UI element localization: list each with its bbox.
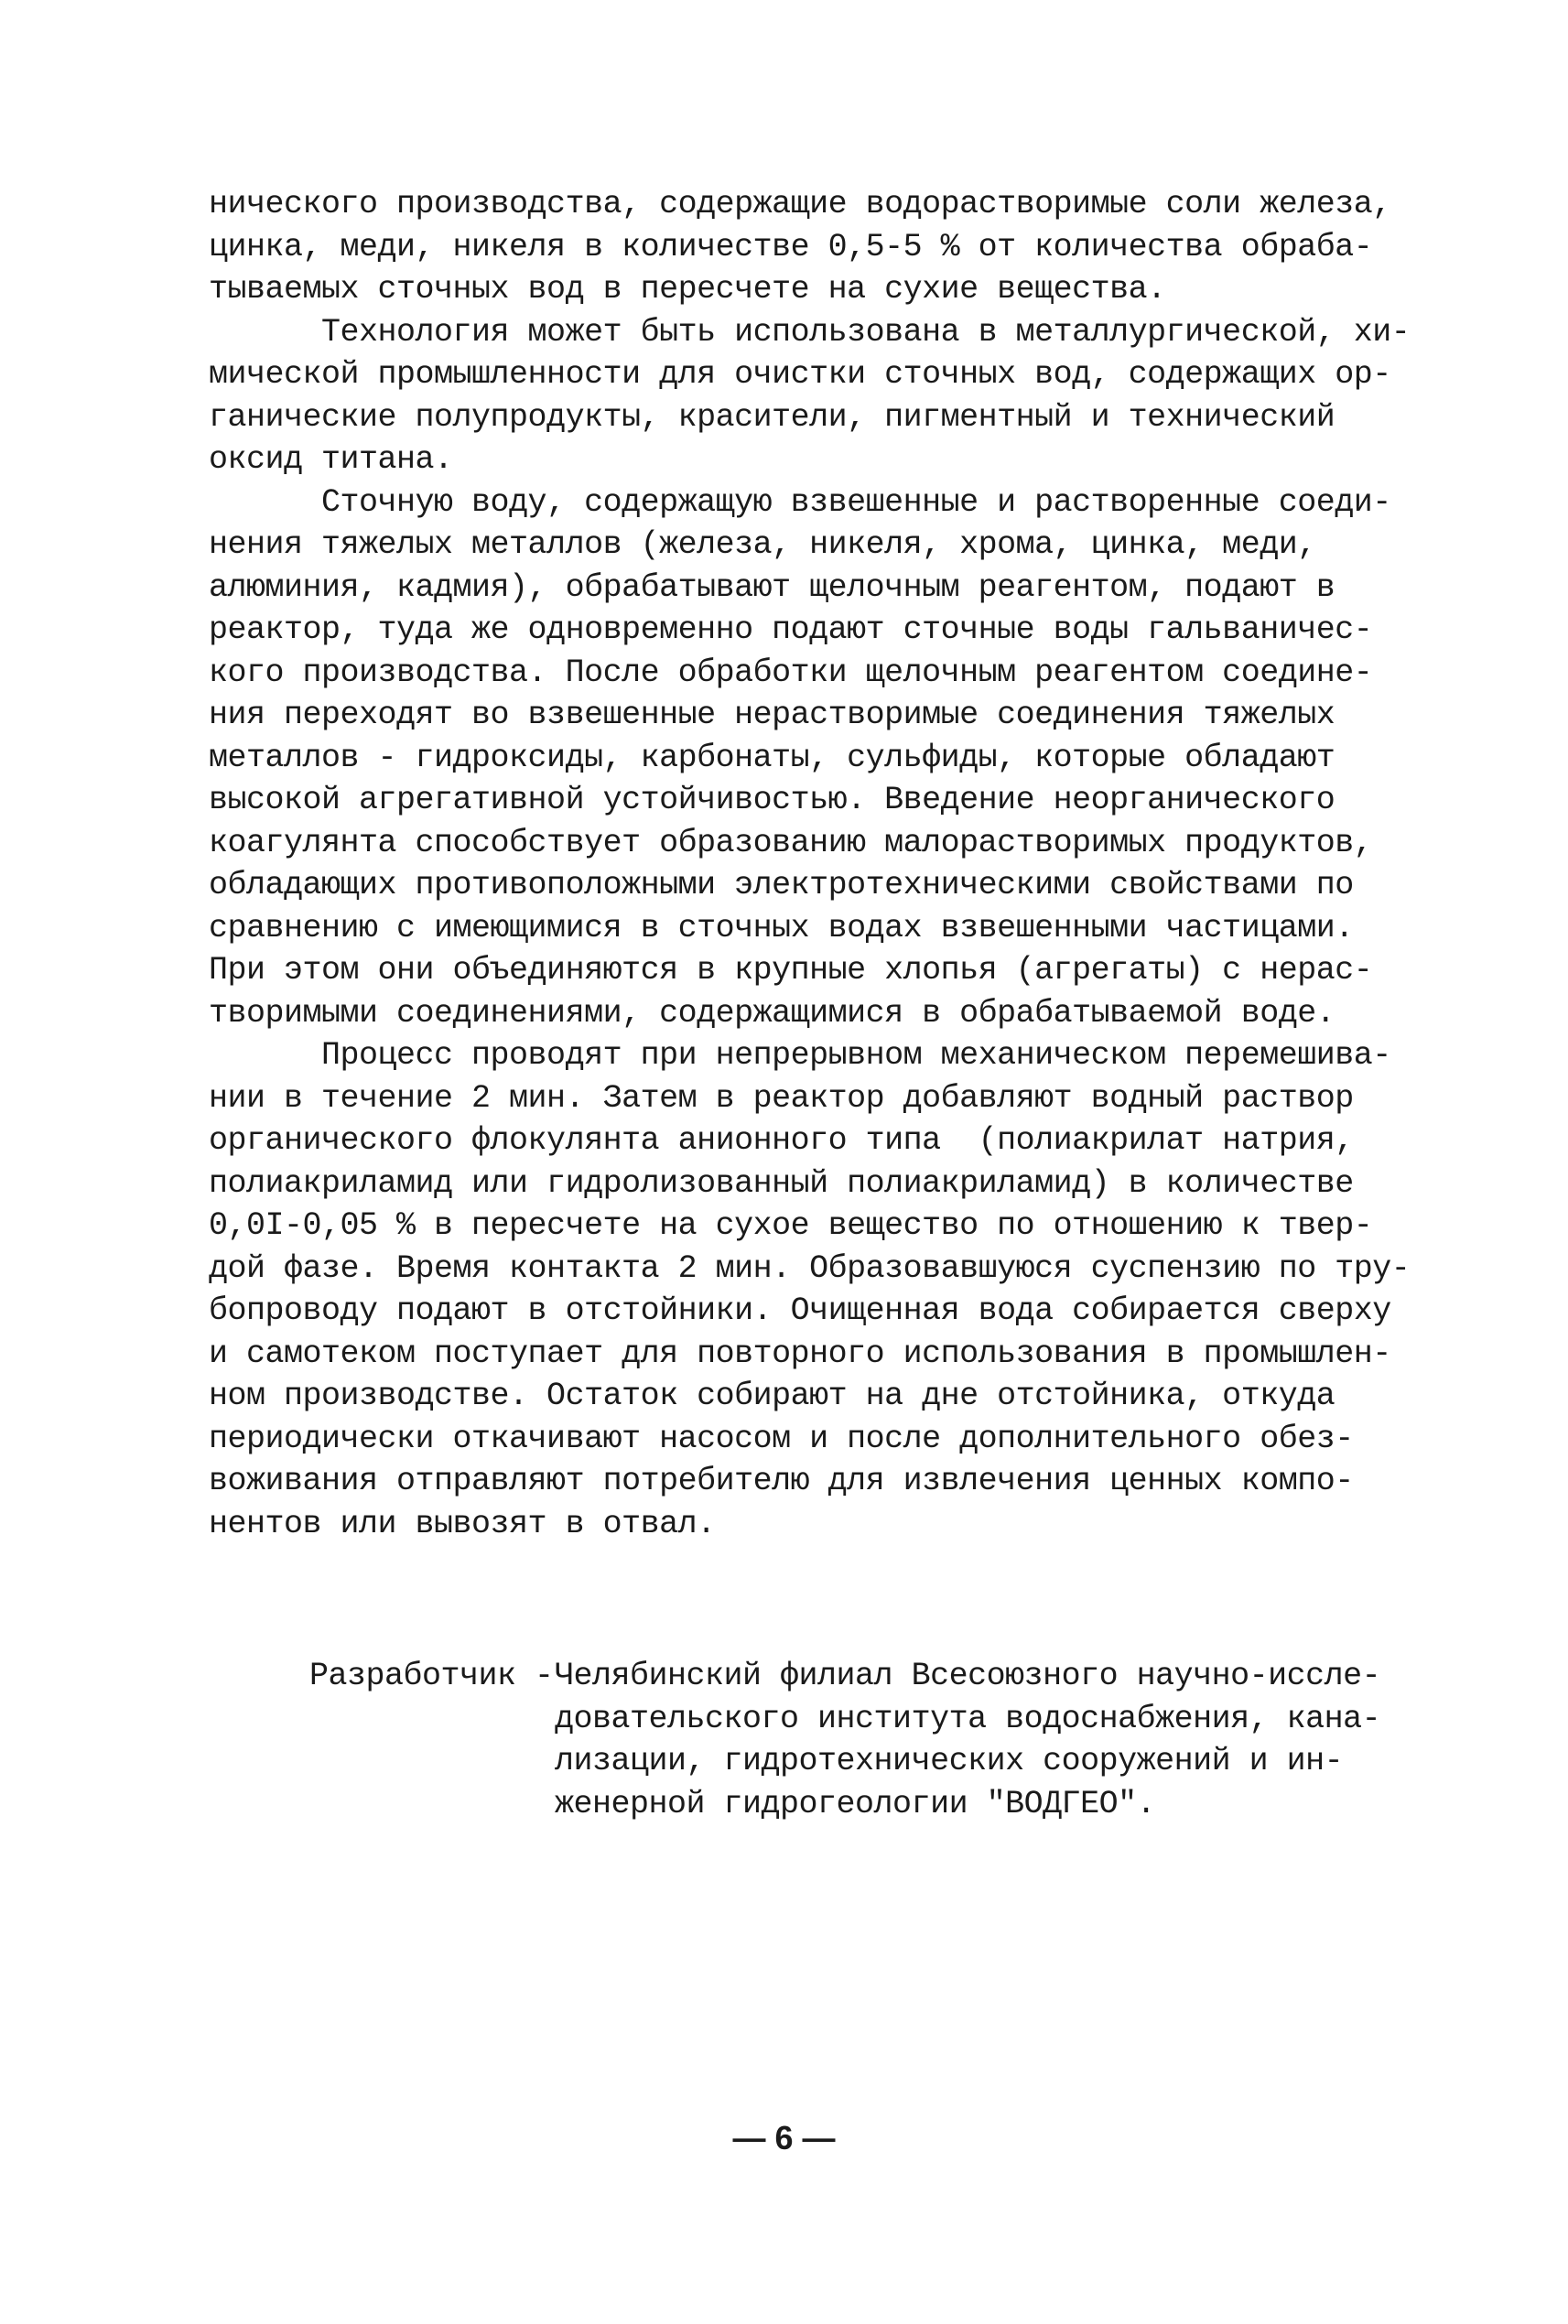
text-line: полиакриламид или гидролизованный полиакриламид) в количестве bbox=[209, 1164, 1354, 1202]
text-line: оксид титана. bbox=[209, 441, 453, 478]
text-line: ганические полупродукты, красители, пигментный и технический bbox=[209, 398, 1336, 436]
text-line: и самотеком поступает для повторного использования в промышлен- bbox=[209, 1335, 1391, 1372]
text-line: бопроводу подают в отстойники. Очищенная вода собирается сверху bbox=[209, 1292, 1391, 1329]
text-line: ном производстве. Остаток собирают на дне отстойника, откуда bbox=[209, 1378, 1336, 1414]
text-line: цинка, меди, никеля в количестве 0,5-5 % от количества обраба- bbox=[209, 228, 1373, 265]
text-line: органического флокулянта анионного типа (полиакрилат натрия, bbox=[209, 1122, 1354, 1159]
text-line: творимыми соединениями, содержащимися в обрабатываемой воде. bbox=[209, 994, 1336, 1032]
text-line: ничеcкого производства, содержащие водорастворимые соли железа, bbox=[209, 186, 1391, 222]
text-line: воживания отправляют потребителю для извлечения ценных компо- bbox=[209, 1463, 1354, 1499]
text-line: периодически откачивают насосом и после дополнительного обез- bbox=[209, 1420, 1354, 1457]
text-line: Процесс проводят при непрерывном механическом перемешива- bbox=[209, 1037, 1391, 1074]
developer-label: Разработчик - bbox=[309, 1658, 554, 1694]
text-line: алюминия, кадмия), обрабатывают щелочным реагентом, подают в bbox=[209, 568, 1336, 606]
main-text bbox=[209, 183, 1411, 1545]
text-line: 0,0I-0,05 % в пересчете на сухое вещество по отношению к твер- bbox=[209, 1207, 1373, 1244]
page-number: — 6 — bbox=[732, 2119, 836, 2156]
text-line: коагулянта способствует образованию малорастворимых продуктов, bbox=[209, 824, 1373, 861]
developer-line: Челябинский филиал Всесоюзного научно-иссле- bbox=[555, 1658, 1381, 1694]
text-line: нения тяжелых металлов (железа, никеля, хрома, цинка, меди, bbox=[209, 526, 1316, 563]
developer-line: лизации, гидротехнических сооружений и ин- bbox=[555, 1743, 1344, 1779]
developer-line: женерной гидрогеологии "ВОДГЕО". bbox=[555, 1785, 1156, 1822]
text-line: реактор, туда же одновременно подают сточные воды гальваничес- bbox=[209, 611, 1373, 648]
text-line: нии в течение 2 мин. Затем в реактор добавляют водный раствор bbox=[209, 1079, 1354, 1117]
text-line: сравнению с имеющимися в сточных водах взвешенными частицами. bbox=[209, 909, 1354, 946]
text-line: нентов или вывозят в отвал. bbox=[209, 1505, 716, 1542]
text-line: обладающих противоположными электротехническими свойствами по bbox=[209, 867, 1354, 903]
developer-text bbox=[555, 1655, 1379, 1825]
text-line: При этом они объединяются в крупные хлопья (агрегаты) с нерас- bbox=[209, 952, 1373, 989]
text-line: дой фазе. Время контакта 2 мин. Образовавшуюся суспензию по тру- bbox=[209, 1249, 1411, 1287]
text-line: ния переходят во взвешенные нерастворимые соединения тяжелых bbox=[209, 697, 1336, 733]
text-line: металлов - гидроксиды, карбонаты, сульфиды, которые обладают bbox=[209, 739, 1336, 776]
text-line: Сточную воду, содержащую взвешенные и растворенные соеди- bbox=[209, 483, 1391, 521]
text-line: высокой агрегативной устойчивостью. Введение неорганического bbox=[209, 782, 1336, 818]
text-line: тываемых сточных вод в пересчете на сухие вещества. bbox=[209, 271, 1166, 308]
text-line: Технология может быть использована в металлургической, хи- bbox=[209, 313, 1411, 351]
developer-line: довательского института водоснабжения, кана- bbox=[555, 1700, 1381, 1737]
text-line: мической промышленности для очистки сточных вод, содержащих ор- bbox=[209, 356, 1391, 393]
text-line: кого производства. После обработки щелочным реагентом соедине- bbox=[209, 654, 1373, 691]
